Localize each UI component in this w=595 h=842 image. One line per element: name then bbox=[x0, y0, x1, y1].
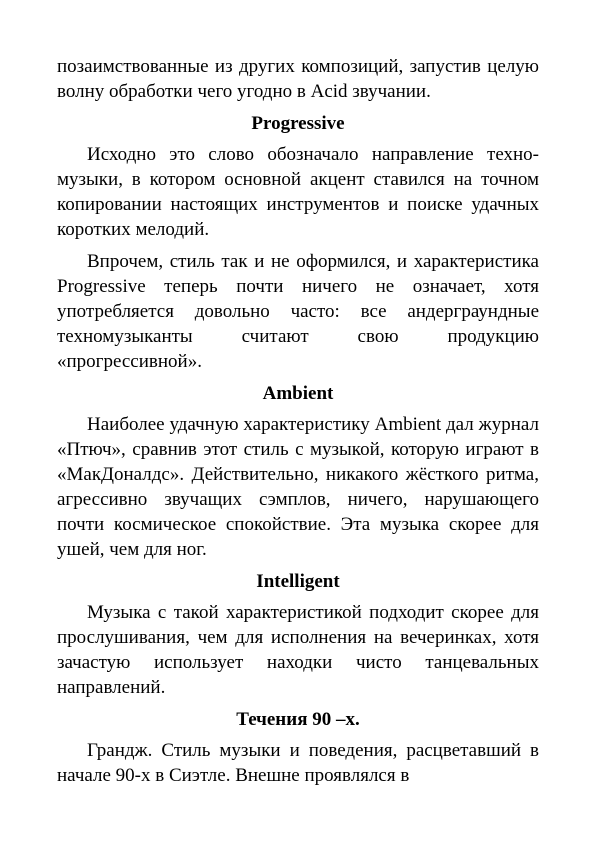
paragraph-progressive-1: Исходно это слово обозначало направление техно-музыки, в котором основной акцент ставился на точном копировании настоящих инструментов и поиске удачных коротких мелодий. bbox=[57, 144, 539, 240]
document-page bbox=[57, 54, 539, 795]
heading-90s-trends: Течения 90 –х. bbox=[236, 709, 360, 730]
paragraph-intro: позаимствованные из других композиций, запустив целую волну обработки чего угодно в Acid звучании. bbox=[57, 56, 539, 102]
paragraph-intelligent: Музыка с такой характеристикой подходит скорее для прослушивания, чем для исполнения на вечеринках, хотя зачастую использует находки чисто танцевальных направлений. bbox=[57, 602, 539, 698]
paragraph-progressive-2: Впрочем, стиль так и не оформился, и характеристика Progressive теперь почти ничего не означает, хотя употребляется довольно часто: все андерграундные техномузыканты считают свою продукцию «прогрессивной». bbox=[57, 251, 539, 372]
heading-progressive: Progressive bbox=[251, 113, 345, 134]
heading-ambient: Ambient bbox=[262, 383, 334, 404]
paragraph-ambient: Наиболее удачную характеристику Ambient дал журнал «Птюч», сравнив этот стиль с музыкой, которую играют в «МакДоналдс». Действительно, никакого жёсткого ритма, агрессивно звучащих сэмплов, ничего, нарушающего почти космическое спокойствие. Эта музыка скорее для ушей, чем для ног. bbox=[57, 414, 539, 560]
heading-intelligent: Intelligent bbox=[256, 571, 340, 592]
paragraph-grunge: Грандж. Стиль музыки и поведения, расцветавший в начале 90-х в Сиэтле. Внешне проявлялся в bbox=[57, 740, 539, 786]
